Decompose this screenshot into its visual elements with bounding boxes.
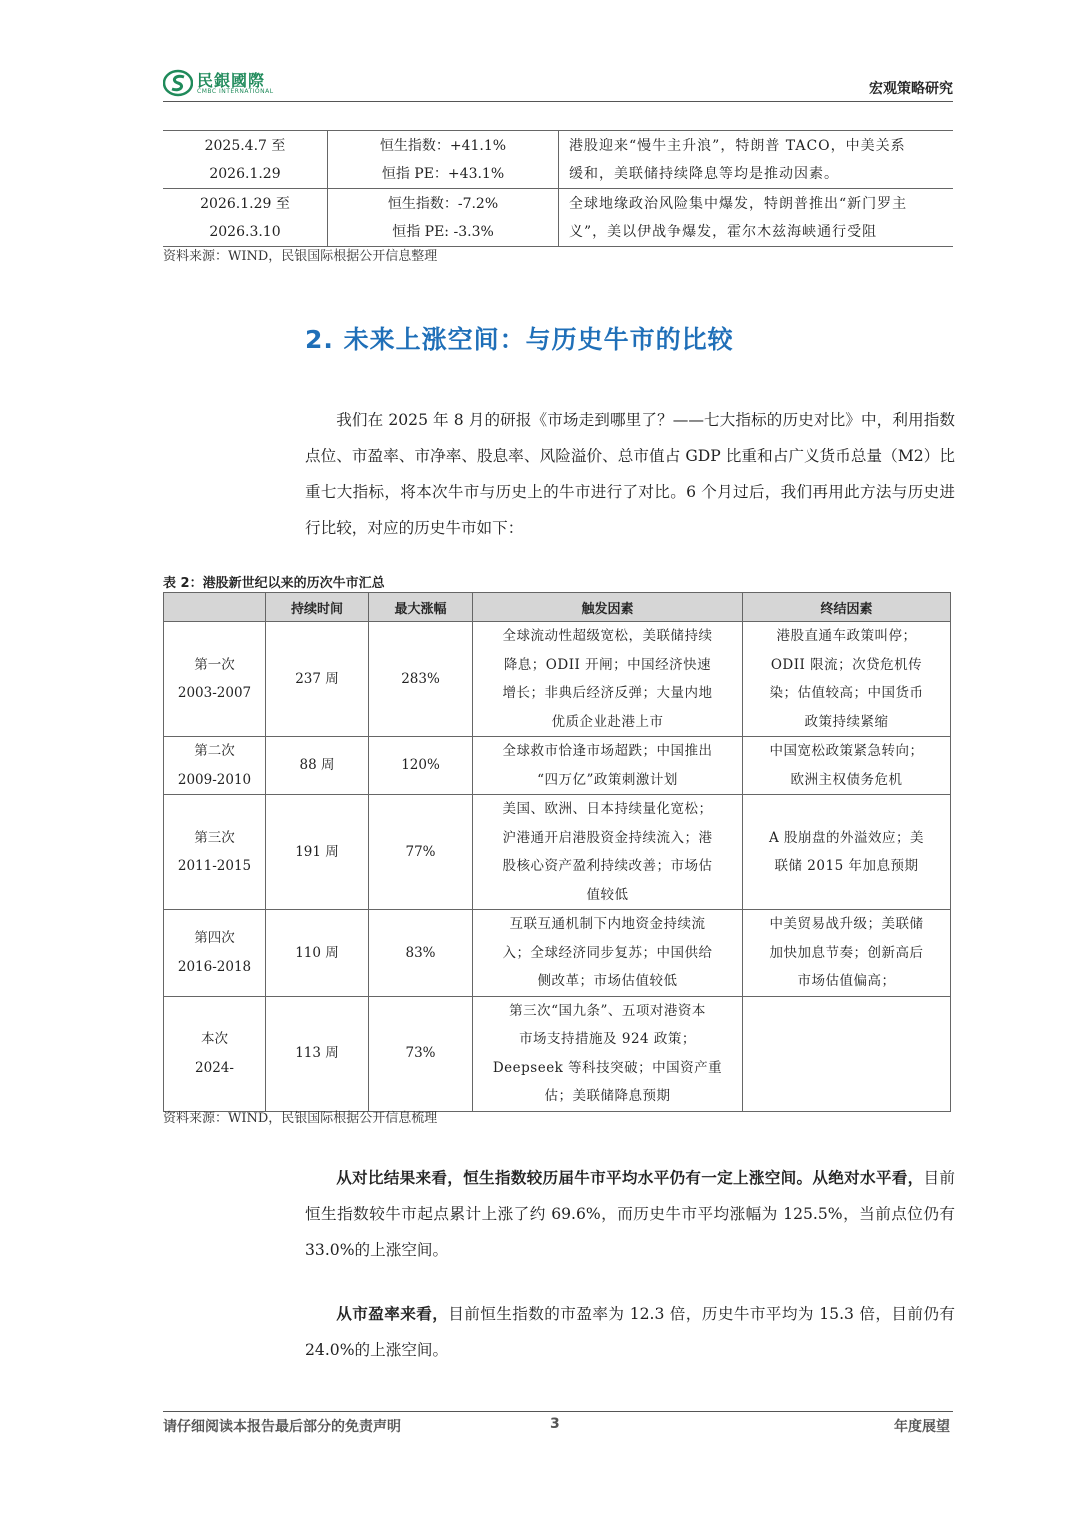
column-header: 触发因素 [473, 593, 743, 622]
pe-change: 恒指 PE: -3.3% [392, 223, 494, 240]
period-cell [163, 189, 328, 247]
column-header: 终结因素 [743, 593, 951, 622]
page-header [163, 62, 953, 102]
table-source: 资料来源：WIND，民银国际根据公开信息整理 [163, 249, 438, 264]
trigger-line: 估；美联储降息预期 [544, 1088, 671, 1104]
change-cell [328, 131, 559, 189]
table-source: 资料来源：WIND，民银国际根据公开信息梳理 [163, 1111, 438, 1126]
table-row [164, 795, 951, 910]
note-line: 港股迎来“慢牛主升浪”，特朗普 TACO，中美关系 [569, 137, 906, 154]
gain-value: 77% [405, 843, 436, 860]
trigger-line: 值较低 [586, 886, 629, 903]
logo-subtext: CMBC INTERNATIONAL [197, 88, 274, 95]
trigger-line: 增长；非典后经济反弹；大量内地 [502, 685, 713, 701]
table-row [163, 189, 953, 247]
duration-value: 237 周 [295, 670, 339, 687]
bull-market-name [164, 795, 266, 910]
column-header: 持续时间 [266, 593, 369, 622]
end-cell [743, 737, 951, 795]
table-row [164, 996, 951, 1111]
bull-market-label: 第三次 [194, 829, 235, 846]
trigger-line: 沪港通开启港股资金持续流入；港 [502, 829, 713, 846]
footer-divider [163, 1411, 953, 1412]
note-cell [559, 189, 954, 247]
gain-cell [369, 996, 473, 1111]
trigger-cell [473, 795, 743, 910]
duration-value: 113 周 [295, 1045, 339, 1062]
duration-cell [266, 910, 369, 997]
pe-paragraph [305, 1296, 955, 1368]
duration-cell [266, 737, 369, 795]
trigger-cell [473, 996, 743, 1111]
end-line: 市场估值偏高； [797, 973, 896, 989]
bull-market-years: 2011-2015 [177, 858, 252, 874]
gain-value: 83% [405, 944, 436, 961]
change-cell [328, 189, 559, 247]
duration-cell [266, 622, 369, 737]
note-line: 缓和，美联储持续降息等均是推动因素。 [569, 165, 839, 182]
duration-cell [266, 996, 369, 1111]
trigger-line: 降息；ODII 开闸；中国经济快速 [503, 656, 712, 673]
duration-value: 88 周 [299, 757, 335, 774]
bull-market-name [164, 737, 266, 795]
gain-value: 283% [401, 670, 440, 687]
trigger-line: 第三次“国九条”、五项对港资本 [509, 1002, 706, 1019]
trigger-line: 市场支持措施及 924 政策； [519, 1031, 696, 1047]
trigger-line: “四万亿”政策刺激计划 [537, 771, 678, 788]
end-line: ODII 限流；次贷危机传 [770, 656, 923, 673]
duration-value: 110 周 [295, 944, 339, 961]
trigger-cell [473, 737, 743, 795]
logo-text: 民銀國際 [197, 71, 266, 90]
gain-cell [369, 795, 473, 910]
bull-market-label: 本次 [201, 1031, 228, 1047]
end-line: 中国宽松政策紧急转向； [769, 743, 924, 759]
period-start: 2026.1.29 至 [200, 195, 290, 212]
end-cell [743, 795, 951, 910]
trigger-line: 股核心资产盈利持续改善；市场估 [502, 858, 713, 874]
end-line: 加快加息节奏；创新高后 [769, 944, 924, 961]
page-number: 3 [550, 1416, 560, 1432]
end-line: 联储 2015 年加息预期 [774, 858, 919, 874]
trigger-line: 优质企业赴港上市 [551, 713, 664, 730]
period-table [163, 130, 953, 247]
table-row [164, 622, 951, 737]
index-change: 恒生指数：-7.2% [387, 195, 499, 212]
gain-cell [369, 737, 473, 795]
header-divider [163, 101, 953, 102]
logo-mark-icon [163, 68, 193, 98]
bull-market-name [164, 910, 266, 997]
period-end: 2026.3.10 [209, 223, 281, 240]
trigger-line: Deepseek 等科技突破；中国资产重 [492, 1059, 723, 1076]
note-line: 全球地缘政治风险集中爆发，特朗普推出“新门罗主 [569, 195, 908, 212]
gain-cell [369, 910, 473, 997]
period-start: 2025.4.7 至 [204, 137, 286, 154]
trigger-line: 全球流动性超级宽松，美联储持续 [502, 628, 713, 644]
trigger-line: 美国、欧洲、日本持续量化宽松； [502, 801, 713, 817]
trigger-line: 全球救市恰逢市场超跌；中国推出 [502, 743, 713, 759]
report-type: 宏观策略研究 [869, 81, 953, 97]
end-cell [743, 996, 951, 1111]
pe-change: 恒指 PE：+43.1% [381, 165, 505, 182]
company-logo [163, 64, 273, 98]
intro-paragraph: 我们在 2025 年 8 月的研报《市场走到哪里了？——七大指标的历史对比》中，利用指数点位、市盈率、市净率、股息率、风险溢价、总市值占 GDP 比重和占广义货币总量（M2）比重七大指标，将本次牛市与历史上的牛市进行了对比。6 个月过后，我们再用此方法与历史进行比较，对应的历史牛市如下： [305, 411, 955, 537]
column-header [164, 593, 266, 622]
end-cell [743, 622, 951, 737]
bull-market-label: 第二次 [194, 743, 235, 759]
trigger-cell [473, 622, 743, 737]
bold-lead: 从市盈率来看， [336, 1304, 449, 1323]
bull-market-label: 第一次 [194, 656, 235, 673]
footer-label: 年度展望 [894, 1419, 950, 1435]
trigger-line: 侧改革；市场估值较低 [537, 973, 678, 989]
bold-lead: 从对比结果来看，恒生指数较历届牛市平均水平仍有一定上涨空间。从绝对水平看， [336, 1168, 924, 1187]
gain-value: 73% [405, 1045, 436, 1062]
paragraph-text: 目前恒生指数较牛市起点累计上涨了约 69.6%，而历史牛市平均涨幅为 125.5%，当前点位仍有 33.0%的上涨空间。 [305, 1169, 955, 1259]
duration-value: 191 周 [295, 843, 339, 860]
end-line: A 股崩盘的外溢效应；美 [768, 829, 925, 846]
bull-market-label: 第四次 [194, 930, 235, 947]
end-line: 港股直通车政策叫停； [776, 628, 917, 644]
period-end: 2026.1.29 [209, 165, 281, 182]
paragraph-text: 目前恒生指数的市盈率为 12.3 倍，历史牛市平均为 15.3 倍，目前仍有 24.0%的上涨空间。 [305, 1305, 955, 1359]
gain-cell [369, 622, 473, 737]
bull-market-table [163, 592, 951, 1112]
table-title: 表 2：港股新世纪以来的历次牛市汇总 [163, 576, 385, 591]
table-row [164, 737, 951, 795]
end-line: 染；估值较高；中国货币 [769, 685, 924, 701]
end-cell [743, 910, 951, 997]
trigger-line: 互联互通机制下内地资金持续流 [509, 916, 706, 932]
bull-market-name [164, 622, 266, 737]
period-cell [163, 131, 328, 189]
section-title: 2. 未来上涨空间：与历史牛市的比较 [305, 325, 734, 354]
bull-market-years: 2009-2010 [177, 771, 252, 788]
bull-market-years: 2016-2018 [177, 958, 252, 975]
table-header-row [164, 593, 951, 622]
end-line: 中美贸易战升级；美联储 [769, 916, 924, 932]
bull-market-years: 2024- [195, 1059, 234, 1076]
comparison-paragraph [305, 1160, 955, 1268]
note-line: 义”，美以伊战争爆发，霍尔木兹海峡通行受阻 [569, 223, 878, 240]
bull-market-name [164, 996, 266, 1111]
note-cell [559, 131, 954, 189]
gain-value: 120% [401, 757, 440, 774]
table-row [163, 131, 953, 189]
end-line: 政策持续紧缩 [804, 713, 889, 730]
table-row [164, 910, 951, 997]
footer-disclaimer: 请仔细阅读本报告最后部分的免责声明 [163, 1419, 401, 1435]
trigger-line: 入；全球经济同步复苏；中国供给 [502, 944, 713, 961]
end-line: 欧洲主权债务危机 [790, 771, 903, 788]
column-header: 最大涨幅 [369, 593, 473, 622]
duration-cell [266, 795, 369, 910]
bull-market-years: 2003-2007 [177, 685, 252, 701]
index-change: 恒生指数：+41.1% [379, 137, 507, 154]
trigger-cell [473, 910, 743, 997]
